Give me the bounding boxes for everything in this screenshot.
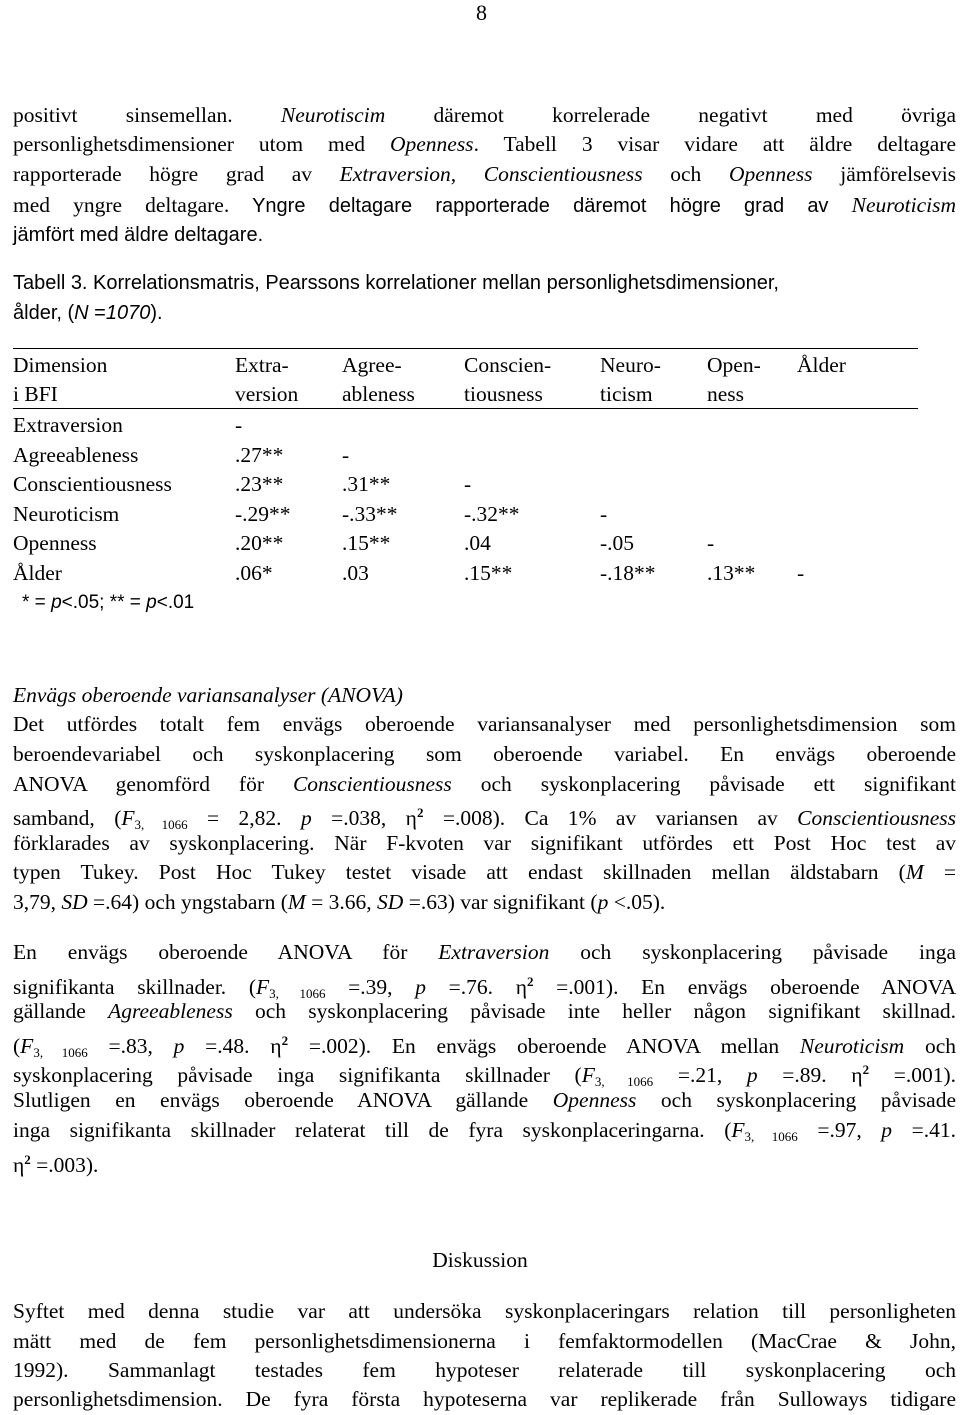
- body-line: personlighetsdimension. De fyra första hypoteserna var replikerade från Sulloways tidigare: [13, 1387, 956, 1411]
- body-line: Det utfördes totalt fem envägs oberoende variansanalyser med personlighetsdimension som: [13, 712, 956, 736]
- table-cell: -.05: [600, 531, 635, 555]
- table-cell: Neuroticism: [13, 502, 120, 526]
- table-header-cell: tiousness: [464, 382, 543, 406]
- table-header-cell: ticism: [600, 382, 653, 406]
- table-cell: .13**: [707, 561, 756, 585]
- table-cell: .20**: [235, 531, 284, 555]
- body-line: samband, ($F_{3, 1066} = 2,82$. p =.038, $\eta^2 =.008$). Ca 1% av variansen av Conscientiousness: [13, 805, 957, 832]
- table-header-cell: i BFI: [13, 382, 58, 406]
- table-cell: -: [464, 472, 472, 496]
- table-caption: Tabell 3. Korrelationsmatris, Pearssons korrelationer mellan personlighetsdimensioner,: [13, 272, 779, 294]
- table-cell: Ålder: [13, 561, 62, 585]
- table-header-rule: [13, 408, 918, 409]
- table-header-cell: Neuro-: [600, 353, 661, 377]
- body-line: inga signifikanta skillnader relaterat till de fyra syskonplaceringarna. ($F_{3, 1066} =.97$, p =.41.: [13, 1118, 956, 1144]
- table-cell: Extraversion: [13, 413, 123, 437]
- table-header-cell: ableness: [342, 382, 415, 406]
- table-caption-line2: ålder, (N =1070).: [13, 302, 163, 324]
- body-line: 1992). Sammanlagt testades fem hypoteser relaterade till syskonplacering och: [13, 1358, 956, 1382]
- table-cell: -: [707, 531, 715, 555]
- table-header-cell: Dimension: [13, 353, 108, 377]
- table-header-cell: version: [235, 382, 299, 406]
- body-line: Syftet med denna studie var att undersöka syskonplaceringars relation till personligheten: [13, 1299, 956, 1323]
- body-line: gällande Agreeableness och syskonplacering påvisade inte heller någon signifikant skillnad.: [13, 999, 957, 1023]
- body-line: positivt sinsemellan. Neurotiscim däremot korrelerade negativt med övriga: [13, 103, 957, 127]
- table-cell: Openness: [13, 531, 97, 555]
- table-note: * = p<.05; ** = p<.01: [22, 592, 195, 613]
- table-cell: -.32**: [464, 502, 520, 526]
- table-header-cell: Conscien-: [464, 353, 552, 377]
- table-cell: -: [342, 443, 350, 467]
- table-cell: .03: [342, 561, 369, 585]
- table-cell: .06*: [235, 561, 273, 585]
- table-cell: -.33**: [342, 502, 398, 526]
- table-cell: -: [797, 561, 805, 585]
- table-cell: .04: [464, 531, 491, 555]
- body-line: mätt med de fem personlighetsdimensionerna i femfaktormodellen (MacCrae & John,: [13, 1329, 956, 1353]
- table-cell: .15**: [464, 561, 513, 585]
- page-number: 8: [476, 0, 487, 25]
- body-line: ($F_{3, 1066} =.83$, p =.48. $\eta^2 =.002$). En envägs oberoende ANOVA mellan Neuroticism och: [13, 1033, 957, 1060]
- table-cell: -.18**: [600, 561, 656, 585]
- table-cell: Agreeableness: [13, 443, 139, 467]
- section-heading: Envägs oberoende variansanalyser (ANOVA): [13, 683, 403, 707]
- table-header-cell: Agree-: [342, 353, 402, 377]
- body-line: signifikanta skillnader. ($F_{3, 1066} =.39$, p =.76. $\eta^2 =.001$). En envägs oberoende ANOVA: [13, 974, 956, 1001]
- table-cell: .27**: [235, 443, 284, 467]
- table-cell: -.29**: [235, 502, 291, 526]
- body-line: förklarades av syskonplacering. När F-kvoten var signifikant utfördes ett Post Hoc test av: [13, 831, 956, 855]
- table-cell: .31**: [342, 472, 391, 496]
- table-cell: Conscientiousness: [13, 472, 172, 496]
- body-line: typen Tukey. Post Hoc Tukey testet visade att endast skillnaden mellan äldstabarn (M =: [13, 860, 956, 884]
- table-cell: .23**: [235, 472, 284, 496]
- body-line: rapporterade högre grad av Extraversion, Conscientiousness och Openness jämförelsevis: [13, 162, 957, 186]
- table-top-rule: [13, 348, 918, 349]
- body-line: En envägs oberoende ANOVA för Extraversion och syskonplacering påvisade inga: [13, 940, 957, 964]
- body-line: ANOVA genomförd för Conscientiousness och syskonplacering påvisade ett signifikant: [13, 772, 956, 796]
- body-line: 3,79, SD =.64) och yngstabarn (M = 3.66, SD =.63) var signifikant (p <.05).: [13, 890, 666, 914]
- table-cell: .15**: [342, 531, 391, 555]
- body-line: personlighetsdimensioner utom med Openness. Tabell 3 visar vidare att äldre deltagare: [13, 132, 956, 156]
- body-line: syskonplacering påvisade inga signifikanta skillnader ($F_{3, 1066} =.21$, p =.89. $\eta^2 =.001$).: [13, 1062, 957, 1089]
- table-header-cell: Open-: [707, 353, 761, 377]
- table-header-cell: ness: [707, 382, 745, 406]
- table-header-cell: Extra-: [235, 353, 289, 377]
- body-line: med yngre deltagare. Yngre deltagare rapporterade däremot högre grad av Neuroticism: [13, 193, 956, 217]
- body-line: Slutligen en envägs oberoende ANOVA gällande Openness och syskonplacering påvisade: [13, 1088, 956, 1112]
- discussion-heading: Diskussion: [432, 1248, 528, 1272]
- body-line: jämfört med äldre deltagare.: [13, 224, 264, 246]
- table-cell: -: [600, 502, 608, 526]
- table-cell: -: [235, 413, 243, 437]
- body-line: $\eta^2 =.003$).: [13, 1152, 99, 1177]
- body-line: beroendevariabel och syskonplacering som oberoende variabel. En envägs oberoende: [13, 742, 956, 766]
- table-header-cell: Ålder: [797, 353, 846, 377]
